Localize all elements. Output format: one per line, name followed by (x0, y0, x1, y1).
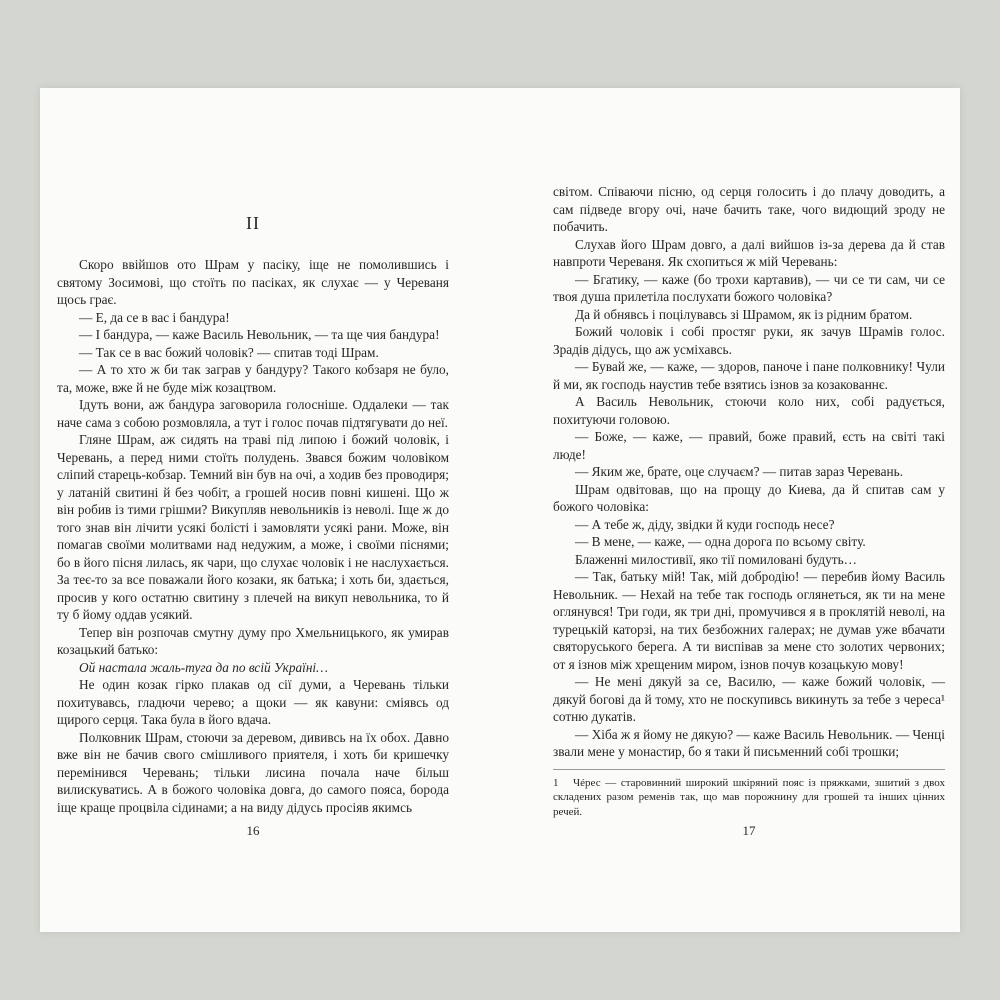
right-page (553, 183, 945, 883)
paragraph: — А то хто ж би так заграв у бандуру? Такого кобзаря не було, та, може, вже й не буде між козацтвом. (57, 362, 449, 395)
paragraph: — Так се в вас божий чоловік? — спитав тоді Шрам. (79, 344, 379, 360)
paragraph: Блаженні милостивії, яко тії помиловані будуть… (575, 551, 857, 567)
paragraph: Ой настала жаль-туга да по всій Україні… (79, 659, 328, 675)
page-row (40, 88, 960, 883)
book-spread (40, 88, 960, 932)
paragraph: Божий чоловік і собі простяг руки, як зачув Шрамів голос. Зрадів дідусь, що аж усміхавсь. (553, 324, 945, 357)
paragraph: А Василь Невольник, стоючи коло них, собі радується, похитуючи головою. (553, 394, 945, 427)
paragraph: — Боже, — каже, — правий, боже правий, єсть на світі такі люде! (553, 429, 945, 462)
footnote-marker: 1 (553, 776, 559, 789)
paragraph: Да й обнявсь і поцілувавсь зі Шрамом, як із рідним братом. (575, 306, 913, 322)
paragraph: Тепер він розпочав смутну думу про Хмельницького, як умирав козацький батько: (57, 624, 449, 657)
right-page-text (553, 183, 945, 761)
paragraph: — І бандура, — каже Василь Невольник, — та ще чия бандура! (79, 327, 440, 342)
paragraph: Шрам одвітовав, що на прощу до Киева, да й спитав сам у божого чоловіка: (553, 481, 945, 514)
right-page-number: 17 (742, 823, 756, 838)
paragraph: Ідуть вони, аж бандура заговорила голосніше. Оддалеки — так наче сама з собою розмовляла, а тут і голос почав підтягувати до неї. (57, 397, 449, 430)
paragraph: світом. Співаючи пісню, од серця голосить і до плачу доводить, а сам підведе вгору очі, наче бачить таке, чого видющий зроду не побачить. (553, 184, 945, 234)
left-page-number: 16 (246, 823, 260, 838)
paragraph: — Е, да се в вас і бандура! (79, 309, 230, 325)
paragraph: — Бгатику, — каже (бо трохи картавив), — чи се ти сам, чи се твоя душа прилетіла послухати божого чоловіка? (553, 271, 945, 304)
paragraph: — Так, батьку мій! Так, мій добродію! — перебив йому Василь Невольник. — Нехай на тебе так господь оглянеться, як ти на мене оглянувся! Три годи, як три дні, промучився я в проклятій неволі, на турецькій каторзі, на тих безбожних галерах; не думав уже вбачати святоруського берега. А ти виспівав за мене сто золотих червоних; от я ізнов між хрещеним миром, ізнов почув козацькую мову! (553, 569, 945, 672)
paragraph: Слухав його Шрам довго, а далі вийшов із-за дерева да й став навпроти Череваня. Як схопиться ж мій Черевань: (553, 236, 945, 269)
left-page (57, 183, 449, 883)
paragraph: Не один козак гірко плакав од сії думи, а Черевань тільки похитувавсь, гладючи черево; а щоки — як кавуни: сміявсь од щирого серця. Така була в його вдача. (57, 677, 449, 727)
footnote (553, 769, 945, 820)
paragraph: Полковник Шрам, стоючи за деревом, дививсь на їх обох. Давно вже він не бачив свого смішливого приятеля, і хоть би кришечку перемінився Черевань; тільки лисина почала наче більш вилискуватись. А в божого чоловіка довга, до самого пояса, борода іще краще процвіла сідинами; а на виду дідусь просіяв якимсь (57, 729, 449, 815)
paragraph: — А тебе ж, діду, звідки й куди господь несе? (575, 516, 835, 532)
paragraph: — Хіба ж я йому не дякую? — каже Василь Невольник. — Ченці звали мене у монастир, бо я таки й письменний собі трошки; (553, 726, 945, 759)
paragraph: Гляне Шрам, аж сидять на траві під липою і божий чоловік, і Черевань, а перед ними стоїть полудень. Звався божим чоловіком сліпий старець-кобзар. Темний він був на очі, а ходив без проводиря; у латаній свитині й без чобіт, а грошей носив повні кишені. Що ж він робив із тими грішми? Викупляв невольників із неволі. Іще ж до того знав він лічити усякі болісті і замовляти усякі рани. Може, він помагав своїми молитвами над недужим, а може, і своїми піснями; бо в його пісня лилась, як чари, що слухає чоловік і не наслухається. За теє-то за все поважали його козаки, як батька; і хоть би, здається, просив у кого остатню свитину з плечей на викуп невольника, то й ту б йому оддав усякий. (57, 432, 449, 622)
paragraph: — В мене, — каже, — одна дорога по всьому світу. (575, 534, 866, 549)
paragraph: — Яким же, брате, оце случаєм? — питав зараз Черевань. (575, 464, 904, 479)
footnote-text: Чéрес — старовинний широкий шкіряний пояс із пряжками, зшитий з двох складених разом ременів так, що мав порожнину для грошей та інших цінних речей. (553, 776, 945, 818)
paragraph: — Не мені дякуй за се, Василю, — каже божий чоловік, — дякуй богові да й тому, хто не поскупивсь викинуть за тебе з череса¹ сотню дукатів. (553, 674, 945, 724)
paragraph: Скоро ввійшов ото Шрам у пасіку, іще не помолившись і святому Зосимові, що стоїть по пасіках, як слухає — у Череваня щось грає. (57, 257, 449, 307)
paragraph: — Бувай же, — каже, — здоров, паноче і пане полковнику! Чули й ми, як господь наустив тебе взятись ізнов за козакованнє. (553, 359, 945, 392)
left-page-text (57, 256, 449, 816)
chapter-heading: II (246, 213, 260, 233)
